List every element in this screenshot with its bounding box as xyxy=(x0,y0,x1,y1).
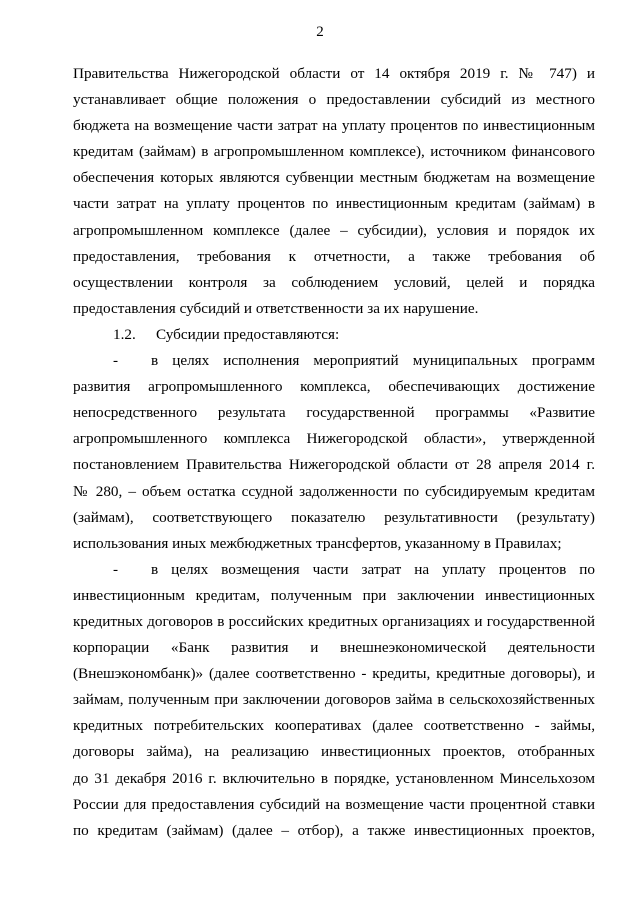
section-number: 1.2. xyxy=(113,325,136,343)
text-line: корпорации «Банк развития и внешнеэкономической деятельности xyxy=(73,639,595,657)
text-line: бюджета на возмещение части затрат на уплату процентов по инвестиционным xyxy=(73,117,595,135)
list-item-text: в целях возмещения части затрат на уплату процентов по xyxy=(151,560,595,578)
paragraph-continuation xyxy=(73,61,595,322)
text-line: (Внешэкономбанк)» (далее соответственно - кредиты, кредитные договоры), и xyxy=(73,665,595,683)
document-body xyxy=(73,61,595,844)
text-line: кредитных договоров в российских кредитных организациях и государственной xyxy=(73,612,595,630)
text-line: агропромышленного комплекса Нижегородской области», утвержденной xyxy=(73,430,595,448)
list-item-first-line xyxy=(73,557,595,583)
text-line: Правительства Нижегородской области от 14 октября 2019 г. № 747) и xyxy=(73,65,595,82)
list-item-first-line xyxy=(73,348,595,374)
section-1-2 xyxy=(73,322,595,348)
page-number: 2 xyxy=(316,24,324,40)
text-line: использования иных межбюджетных трансфертов, указанному в Правилах; xyxy=(73,534,562,552)
list-dash: - xyxy=(113,352,119,370)
text-line: России для предоставления субсидий на возмещение части процентной ставки xyxy=(73,795,595,813)
text-line: предоставления, требования к отчетности, а также требования об xyxy=(73,247,595,265)
text-line: по кредитам (займам) (далее – отбор), а также инвестиционных проектов, xyxy=(73,821,595,839)
text-line: части затрат на уплату процентов по инвестиционным кредитам (займам) в xyxy=(73,195,595,213)
text-line: инвестиционным кредитам, полученным при заключении инвестиционных xyxy=(73,586,595,604)
text-line: обеспечения которых являются субвенции местным бюджетам на возмещение xyxy=(73,169,595,187)
section-heading-line xyxy=(73,322,595,348)
text-line: № 280, – объем остатка ссудной задолженности по субсидируемым кредитам xyxy=(73,482,595,500)
list-item-2 xyxy=(73,557,595,844)
text-line: кредитных потребительских кооперативах (далее соответственно - займы, xyxy=(73,717,595,735)
list-item-text: в целях исполнения мероприятий муниципальных программ xyxy=(151,352,595,370)
list-item-1 xyxy=(73,348,595,557)
text-line: агропромышленном комплексе (далее – субсидии), условия и порядок их xyxy=(73,221,595,239)
text-line: до 31 декабря 2016 г. включительно в порядке, установленном Минсельхозом xyxy=(73,769,595,787)
text-line: непосредственного результата государственной программы «Развитие xyxy=(73,404,595,422)
text-line: договоры займа), на реализацию инвестиционных проектов, отобранных xyxy=(73,743,595,761)
text-line: устанавливает общие положения о предоставлении субсидий из местного xyxy=(73,91,595,109)
list-dash: - xyxy=(113,560,119,578)
text-line: постановлением Правительства Нижегородской области от 28 апреля 2014 г. xyxy=(73,456,595,474)
text-line: кредитам (займам) в агропромышленном комплексе), источником финансового xyxy=(73,143,595,161)
text-line: развития агропромышленного комплекса, обеспечивающих достижение xyxy=(73,378,595,396)
text-line: займам, полученным при заключении договоров займа в сельскохозяйственных xyxy=(73,691,595,709)
text-line: осуществлении контроля за соблюдением условий, целей и порядка xyxy=(73,273,595,291)
section-text: Субсидии предоставляются: xyxy=(156,325,340,343)
text-line: (займам), соответствующего показателю результативности (результату) xyxy=(73,508,595,526)
text-line: предоставления субсидий и ответственности за их нарушение. xyxy=(73,299,479,317)
